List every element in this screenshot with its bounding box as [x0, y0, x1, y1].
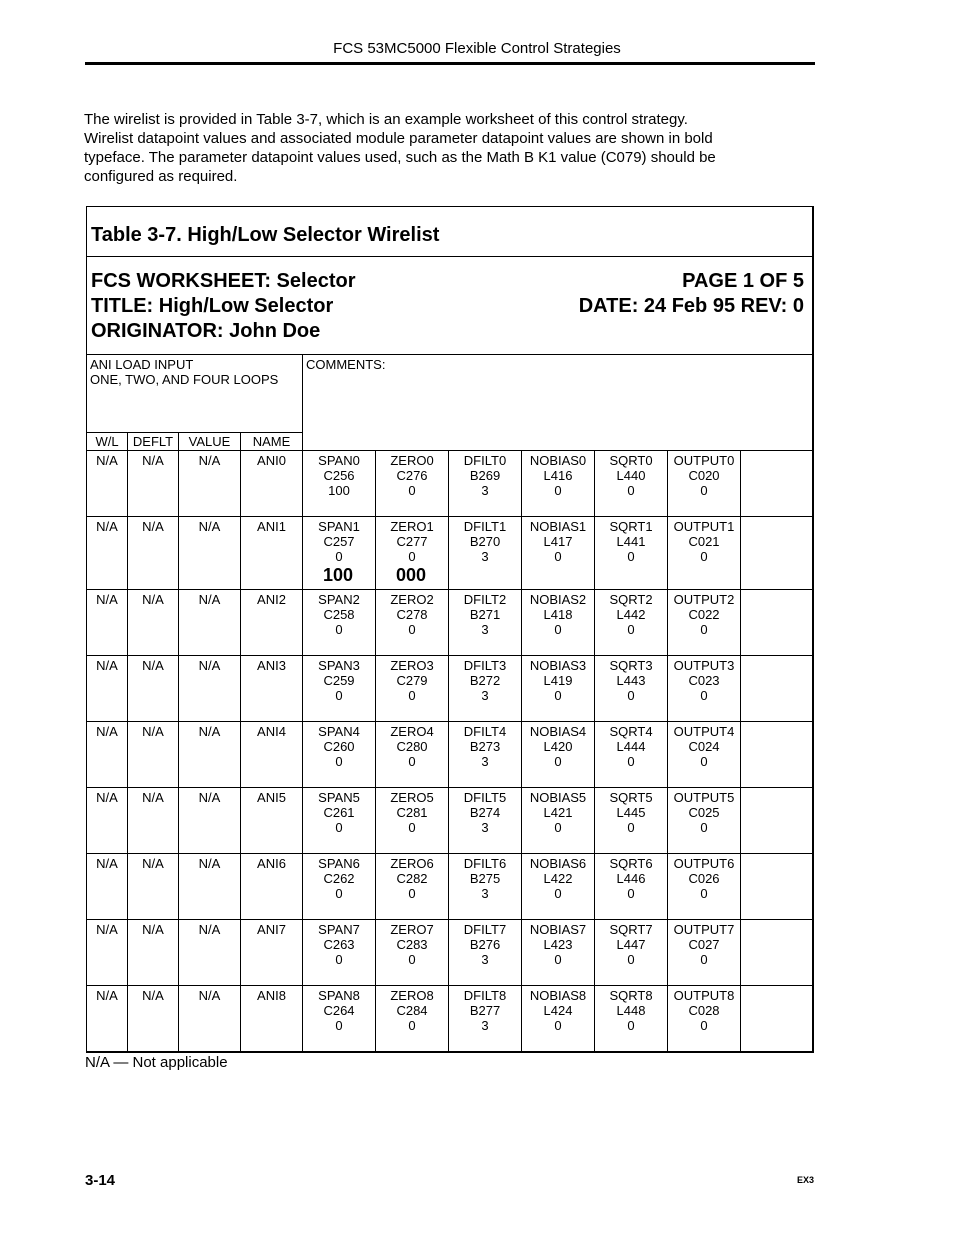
param-name: SPAN8: [318, 988, 360, 1003]
param-name: NOBIAS5: [529, 790, 587, 805]
col-header-value: VALUE: [179, 432, 241, 450]
table-row: [87, 655, 812, 722]
param-value: 0: [408, 820, 416, 835]
param-value: 0: [408, 952, 416, 967]
param-address: C020: [688, 468, 720, 483]
param-address: B276: [469, 937, 501, 952]
param-value: 0: [700, 688, 708, 703]
param-value: 0: [627, 886, 635, 901]
param-value: 0: [700, 886, 708, 901]
param-address: L424: [543, 1003, 573, 1018]
param-address: L423: [543, 937, 573, 952]
cell-name: ANI2: [241, 590, 303, 656]
param-cell: [522, 517, 595, 590]
param-name: OUTPUT2: [673, 592, 735, 607]
worksheet-line: [91, 270, 804, 294]
param-value: 0: [554, 622, 562, 637]
param-address: B272: [469, 673, 501, 688]
param-cell: [668, 517, 741, 590]
cell-value: N/A: [179, 854, 241, 920]
param-address: L420: [543, 739, 573, 754]
param-value: 0: [335, 622, 343, 637]
param-value: 0: [700, 1018, 708, 1033]
param-address: C277: [396, 534, 428, 549]
param-address: C282: [396, 871, 428, 886]
param-name: SPAN4: [318, 724, 360, 739]
col-header-name: NAME: [241, 432, 302, 450]
param-name: SPAN7: [318, 922, 360, 937]
param-name: DFILT3: [463, 658, 507, 673]
header-rule: [85, 62, 815, 65]
param-address: L448: [616, 1003, 646, 1018]
param-address: L440: [616, 468, 646, 483]
table-row: [87, 516, 812, 590]
param-cell: [376, 920, 449, 986]
param-name: DFILT1: [463, 519, 507, 534]
param-value: 0: [335, 754, 343, 769]
param-value: 0: [335, 820, 343, 835]
param-cell: [668, 722, 741, 788]
param-name: DFILT8: [463, 988, 507, 1003]
cell-wl: N/A: [87, 986, 128, 1052]
param-cell: [449, 788, 522, 854]
param-cell: [376, 788, 449, 854]
cell-name: ANI1: [241, 517, 303, 590]
param-name: OUTPUT3: [673, 658, 735, 673]
cell-deflt: N/A: [128, 854, 179, 920]
param-name: OUTPUT8: [673, 988, 735, 1003]
param-name: ZERO6: [390, 856, 434, 871]
document-code: EX3: [797, 1175, 815, 1185]
param-address: L417: [543, 534, 573, 549]
title-line: [91, 295, 804, 319]
cell-name: ANI7: [241, 920, 303, 986]
param-value: 0: [627, 820, 635, 835]
param-address: B271: [469, 607, 501, 622]
table-row: [87, 787, 812, 854]
param-name: ZERO0: [390, 453, 434, 468]
param-cell: [449, 656, 522, 722]
param-address: C276: [396, 468, 428, 483]
param-cell: [303, 986, 376, 1052]
cell-wl: N/A: [87, 722, 128, 788]
param-value: 0: [335, 688, 343, 703]
param-name: ZERO4: [390, 724, 434, 739]
param-name: DFILT7: [463, 922, 507, 937]
param-cell: [449, 986, 522, 1052]
table-title-box: [87, 207, 812, 257]
wirelist-table: [86, 206, 814, 1053]
param-cell: [376, 986, 449, 1052]
cell-value: N/A: [179, 722, 241, 788]
param-address: C027: [688, 937, 720, 952]
param-value: 0: [335, 549, 343, 564]
param-cell: [449, 590, 522, 656]
intro-line: configured as required.: [84, 168, 238, 185]
param-address: C284: [396, 1003, 428, 1018]
param-address: L447: [616, 937, 646, 952]
cell-deflt: N/A: [128, 517, 179, 590]
param-value: 0: [700, 754, 708, 769]
param-cell: [595, 722, 668, 788]
cell-wl: N/A: [87, 590, 128, 656]
param-cell: [522, 854, 595, 920]
param-cell: [376, 722, 449, 788]
comments-label: COMMENTS:: [306, 357, 386, 372]
param-cell: [303, 788, 376, 854]
param-value: 0: [554, 549, 562, 564]
param-address: C023: [688, 673, 720, 688]
param-cell: [595, 854, 668, 920]
param-cell: [522, 656, 595, 722]
param-name: NOBIAS2: [529, 592, 587, 607]
param-value: 0: [627, 622, 635, 637]
originator: ORIGINATOR: John Doe: [91, 320, 321, 342]
running-header: FCS 53MC5000 Flexible Control Strategies: [333, 40, 621, 57]
param-value: 0: [627, 754, 635, 769]
param-cell: [522, 451, 595, 517]
param-value: 3: [481, 549, 489, 564]
cell-wl: N/A: [87, 517, 128, 590]
param-name: SQRT4: [609, 724, 653, 739]
param-cell: [522, 920, 595, 986]
param-value: 0: [700, 549, 708, 564]
param-cell: [668, 788, 741, 854]
param-value: 0: [554, 820, 562, 835]
table-row: [87, 919, 812, 986]
cell-value: N/A: [179, 788, 241, 854]
param-address: L441: [616, 534, 646, 549]
cell-deflt: N/A: [128, 986, 179, 1052]
param-value: 0: [627, 483, 635, 498]
param-value: 0: [554, 1018, 562, 1033]
param-address: B269: [469, 468, 501, 483]
cell-wl: N/A: [87, 451, 128, 517]
param-address: L418: [543, 607, 573, 622]
param-address: L444: [616, 739, 646, 754]
param-value: 0: [700, 622, 708, 637]
param-name: SQRT7: [609, 922, 653, 937]
param-address: C264: [323, 1003, 355, 1018]
cell-value: N/A: [179, 517, 241, 590]
footnote: N/A — Not applicable: [85, 1054, 228, 1071]
param-cell: [595, 920, 668, 986]
param-name: NOBIAS1: [529, 519, 587, 534]
cell-wl: N/A: [87, 788, 128, 854]
param-value: 0: [335, 1018, 343, 1033]
param-address: C025: [688, 805, 720, 820]
cell-name: ANI0: [241, 451, 303, 517]
param-value: 0: [408, 688, 416, 703]
param-value: 0: [335, 886, 343, 901]
intro-paragraph: [84, 110, 804, 186]
param-address: C263: [323, 937, 355, 952]
param-value: 3: [481, 1018, 489, 1033]
param-address: L442: [616, 607, 646, 622]
param-cell: [522, 590, 595, 656]
param-cell: [303, 854, 376, 920]
param-name: SQRT8: [609, 988, 653, 1003]
param-cell: [668, 590, 741, 656]
cell-wl: N/A: [87, 854, 128, 920]
param-value: 100: [328, 483, 350, 498]
param-value: 0: [700, 820, 708, 835]
cell-value: N/A: [179, 920, 241, 986]
param-value: 3: [481, 483, 489, 498]
param-value: 0: [554, 886, 562, 901]
param-value: 3: [481, 952, 489, 967]
param-cell: [595, 986, 668, 1052]
param-name: DFILT5: [463, 790, 507, 805]
param-name: DFILT4: [463, 724, 507, 739]
date-rev: DATE: 24 Feb 95 REV: 0: [578, 295, 804, 317]
intro-line: Wirelist datapoint values and associated module parameter datapoint values are shown in bold: [84, 130, 713, 147]
param-name: NOBIAS3: [529, 658, 587, 673]
param-name: SPAN0: [318, 453, 360, 468]
param-value: 0: [408, 886, 416, 901]
table-title: Table 3-7. High/Low Selector Wirelist: [91, 224, 440, 246]
worksheet-header: [87, 257, 812, 355]
param-value: 3: [481, 820, 489, 835]
cell-wl: N/A: [87, 656, 128, 722]
param-cell: [449, 854, 522, 920]
param-cell: [668, 451, 741, 517]
param-address: B270: [469, 534, 501, 549]
param-address: C262: [323, 871, 355, 886]
param-value: 0: [554, 483, 562, 498]
param-address: L421: [543, 805, 573, 820]
param-value: 0: [700, 483, 708, 498]
cell-deflt: N/A: [128, 722, 179, 788]
param-cell: [303, 451, 376, 517]
param-name: OUTPUT7: [673, 922, 735, 937]
param-name: SPAN2: [318, 592, 360, 607]
param-cell: [303, 656, 376, 722]
param-cell: [668, 854, 741, 920]
param-address: C279: [396, 673, 428, 688]
param-name: SQRT2: [609, 592, 653, 607]
param-value: 0: [408, 483, 416, 498]
param-address: L416: [543, 468, 573, 483]
cell-name: ANI6: [241, 854, 303, 920]
param-name: SPAN3: [318, 658, 360, 673]
param-value: 0: [627, 549, 635, 564]
param-value: 0: [627, 688, 635, 703]
param-name: NOBIAS6: [529, 856, 587, 871]
table-row: [87, 853, 812, 920]
bold-datapoint-value: 000: [396, 565, 427, 585]
param-value: 0: [408, 1018, 416, 1033]
intro-line: typeface. The parameter datapoint values used, such as the Math B K1 value (C079) should be: [84, 149, 716, 166]
param-name: NOBIAS0: [529, 453, 587, 468]
param-name: ZERO5: [390, 790, 434, 805]
param-cell: [376, 656, 449, 722]
param-address: C280: [396, 739, 428, 754]
param-cell: [376, 451, 449, 517]
param-cell: [522, 788, 595, 854]
param-name: SPAN6: [318, 856, 360, 871]
cell-name: ANI4: [241, 722, 303, 788]
cell-deflt: N/A: [128, 920, 179, 986]
table-row: [87, 985, 812, 1052]
col-header-deflt: DEFLT: [128, 432, 179, 450]
originator-line: [91, 320, 804, 344]
param-address: B277: [469, 1003, 501, 1018]
page-number: 3-14: [85, 1172, 116, 1189]
param-address: C261: [323, 805, 355, 820]
bold-datapoint-value: 100: [323, 565, 354, 585]
param-value: 0: [700, 952, 708, 967]
param-cell: [303, 590, 376, 656]
table-row: [87, 589, 812, 656]
cell-value: N/A: [179, 590, 241, 656]
param-value: 0: [627, 952, 635, 967]
param-address: C026: [688, 871, 720, 886]
param-name: ZERO2: [390, 592, 434, 607]
param-cell: [595, 788, 668, 854]
param-address: C024: [688, 739, 720, 754]
param-address: C283: [396, 937, 428, 952]
param-name: NOBIAS4: [529, 724, 587, 739]
param-value: 3: [481, 886, 489, 901]
param-cell: [595, 451, 668, 517]
param-cell: [376, 854, 449, 920]
param-address: C022: [688, 607, 720, 622]
cell-name: ANI8: [241, 986, 303, 1052]
param-cell: [668, 920, 741, 986]
cell-deflt: N/A: [128, 656, 179, 722]
param-name: ZERO1: [390, 519, 434, 534]
info-line: ANI LOAD INPUT: [90, 357, 194, 372]
worksheet-title: TITLE: High/Low Selector: [91, 295, 334, 317]
param-name: DFILT2: [463, 592, 507, 607]
param-value: 3: [481, 622, 489, 637]
param-name: SQRT1: [609, 519, 653, 534]
param-name: ZERO7: [390, 922, 434, 937]
cell-value: N/A: [179, 656, 241, 722]
table-row: [87, 450, 812, 517]
param-address: C278: [396, 607, 428, 622]
param-address: C260: [323, 739, 355, 754]
param-name: OUTPUT5: [673, 790, 735, 805]
column-divider: [302, 355, 303, 450]
param-value: 3: [481, 754, 489, 769]
param-name: ZERO3: [390, 658, 434, 673]
param-value: 0: [554, 754, 562, 769]
param-cell: [522, 986, 595, 1052]
param-name: SQRT6: [609, 856, 653, 871]
param-cell: [668, 986, 741, 1052]
cell-wl: N/A: [87, 920, 128, 986]
param-value: 0: [408, 549, 416, 564]
param-value: 3: [481, 688, 489, 703]
param-address: B273: [469, 739, 501, 754]
param-name: OUTPUT0: [673, 453, 735, 468]
param-name: OUTPUT6: [673, 856, 735, 871]
worksheet-name: FCS WORKSHEET: Selector: [91, 270, 356, 292]
param-name: SPAN1: [318, 519, 360, 534]
param-address: C258: [323, 607, 355, 622]
param-value: 0: [627, 1018, 635, 1033]
param-cell: [449, 722, 522, 788]
param-name: SQRT3: [609, 658, 653, 673]
param-name: NOBIAS8: [529, 988, 587, 1003]
param-cell: [449, 451, 522, 517]
param-cell: [303, 920, 376, 986]
param-address: L422: [543, 871, 573, 886]
param-cell: [449, 920, 522, 986]
param-cell: [595, 517, 668, 590]
param-cell: [595, 656, 668, 722]
intro-line: The wirelist is provided in Table 3-7, which is an example worksheet of this control strategy.: [84, 111, 688, 128]
param-address: C257: [323, 534, 355, 549]
param-name: SPAN5: [318, 790, 360, 805]
param-address: L446: [616, 871, 646, 886]
cell-deflt: N/A: [128, 590, 179, 656]
param-value: 0: [554, 688, 562, 703]
col-header-wl: W/L: [87, 432, 128, 450]
param-address: C021: [688, 534, 720, 549]
cell-deflt: N/A: [128, 451, 179, 517]
param-value: 0: [408, 754, 416, 769]
param-address: C259: [323, 673, 355, 688]
param-name: SQRT0: [609, 453, 653, 468]
cell-name: ANI3: [241, 656, 303, 722]
param-value: 0: [335, 952, 343, 967]
param-name: OUTPUT1: [673, 519, 735, 534]
cell-deflt: N/A: [128, 788, 179, 854]
param-address: L445: [616, 805, 646, 820]
cell-name: ANI5: [241, 788, 303, 854]
param-value: 0: [554, 952, 562, 967]
param-cell: [449, 517, 522, 590]
param-address: L443: [616, 673, 646, 688]
param-cell: [303, 722, 376, 788]
param-name: ZERO8: [390, 988, 434, 1003]
param-address: C281: [396, 805, 428, 820]
param-address: C256: [323, 468, 355, 483]
param-address: B275: [469, 871, 501, 886]
param-cell: [668, 656, 741, 722]
param-address: C028: [688, 1003, 720, 1018]
cell-value: N/A: [179, 986, 241, 1052]
param-cell: [522, 722, 595, 788]
param-name: DFILT6: [463, 856, 507, 871]
param-name: SQRT5: [609, 790, 653, 805]
param-name: NOBIAS7: [529, 922, 587, 937]
page-indicator: PAGE 1 OF 5: [682, 270, 804, 292]
param-value: 0: [408, 622, 416, 637]
info-line: ONE, TWO, AND FOUR LOOPS: [90, 372, 279, 387]
param-address: B274: [469, 805, 501, 820]
param-cell: [595, 590, 668, 656]
param-cell: [376, 590, 449, 656]
cell-value: N/A: [179, 451, 241, 517]
table-row: [87, 721, 812, 788]
param-name: OUTPUT4: [673, 724, 735, 739]
param-address: L419: [543, 673, 573, 688]
param-name: DFILT0: [463, 453, 507, 468]
